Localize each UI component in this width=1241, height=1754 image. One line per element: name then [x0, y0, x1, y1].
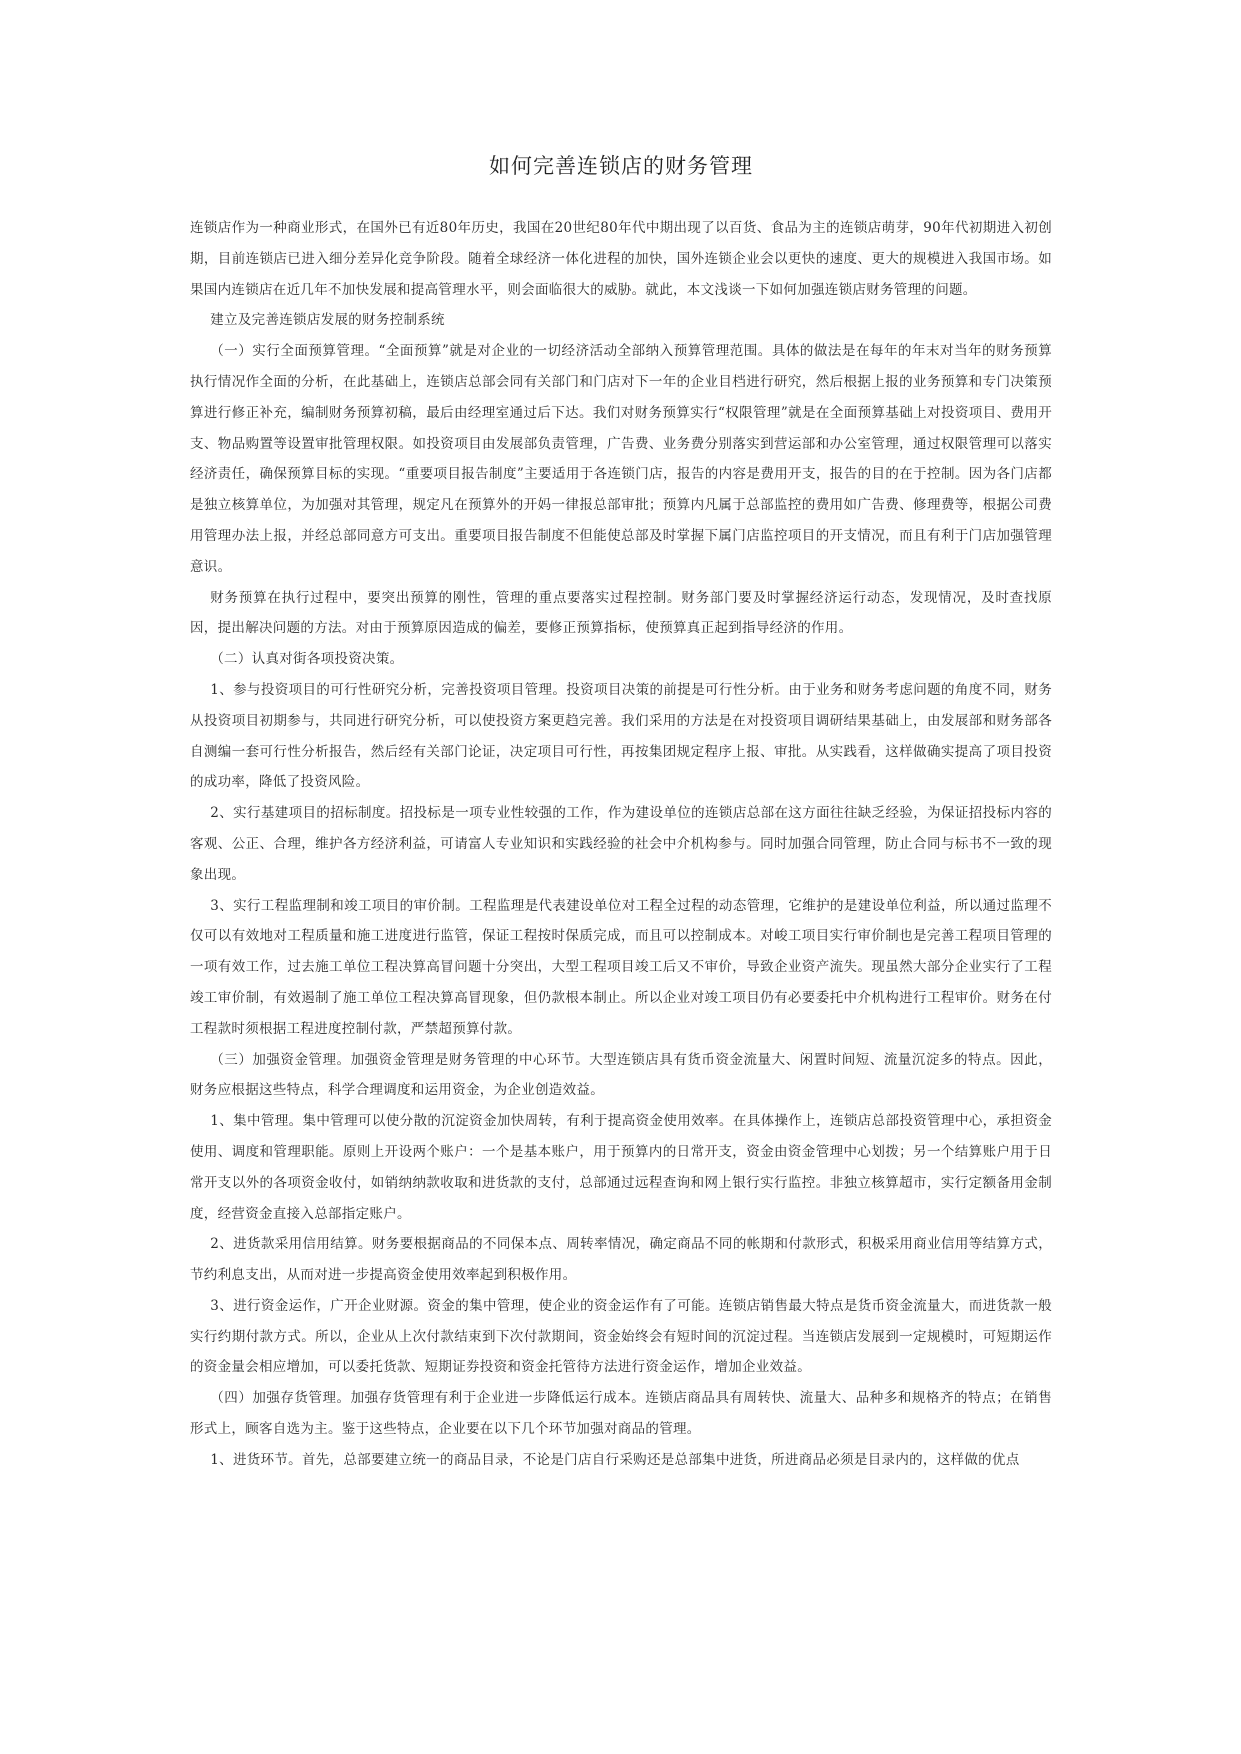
paragraph: 1、进货环节。首先，总部要建立统一的商品目录，不论是门店自行采购还是总部集中进货，所进商品必须是目录内的，这样做的优点	[210, 1451, 1020, 1468]
paragraph: （三）加强资金管理。加强资金管理是财务管理的中心环节。大型连锁店具有货币资金流量大、闲置时间短、流量沉淀多的特点。因此，财务应根据这些特点，科学合理调度和运用资金，为企业创造效益。	[190, 1051, 1052, 1099]
paragraph: 连锁店作为一种商业形式，在国外已有近80年历史，我国在20世纪80年代中期出现了以百货、食品为主的连锁店萌芽，90年代初期进入初创期，目前连锁店已进入细分差异化竞争阶段。随着全球经济一体化进程的加快，国外连锁企业会以更快的速度、更大的规模进入我国市场。如果国内连锁店在近几年不加快发展和提高管理水平，则会面临很大的威胁。就此，本文浅谈一下如何加强连锁店财务管理的问题。	[190, 220, 1052, 298]
paragraph: 3、实行工程监理制和竣工项目的审价制。工程监理是代表建设单位对工程全过程的动态管理，它维护的是建设单位利益，所以通过监理不仅可以有效地对工程质量和施工进度进行监管，保证工程按时保质完成，而且可以控制成本。对峻工项目实行审价制也是完善工程项目管理的一项有效工作，过去施工单位工程决算高冒问题十分突出，大型工程项目竣工后又不审价，导致企业资产流失。现虽然大部分企业实行了工程竣工审价制，有效遏制了施工单位工程决算高冒现象，但仍款根本制止。所以企业对竣工项目仍有必要委托中介机构进行工程审价。财务在付工程款时须根据工程进度控制付款，严禁超预算付款。	[190, 897, 1052, 1037]
document-page	[190, 150, 1052, 1476]
paragraph: 2、进货款采用信用结算。财务要根据商品的不同保本点、周转率情况，确定商品不同的帐期和付款形式，积极采用商业信用等结算方式，节约利息支出，从而对进一步提高资金使用效率起到积极作用。	[190, 1236, 1052, 1284]
paragraph: 1、参与投资项目的可行性研究分析，完善投资项目管理。投资项目决策的前提是可行性分析。由于业务和财务考虑问题的角度不同，财务从投资项目初期参与，共同进行研究分析，可以使投资方案更趋完善。我们采用的方法是在对投资项目调研结果基础上，由发展部和财务部各自测编一套可行性分析报告，然后经有关部门论证，决定项目可行性，再按集团规定程序上报、审批。从实践看，这样做确实提高了项目投资的成功率，降低了投资风险。	[190, 681, 1052, 791]
paragraph: 2、实行基建项目的招标制度。招投标是一项专业性较强的工作，作为建设单位的连锁店总部在这方面往往缺乏经验，为保证招投标内容的客观、公正、合理，维护各方经济利益，可请富人专业知识和实践经验的社会中介机构参与。同时加强合同管理，防止合同与标书不一致的现象出现。	[190, 805, 1052, 883]
paragraph: 建立及完善连锁店发展的财务控制系统	[210, 312, 445, 329]
paragraph: 1、集中管理。集中管理可以使分散的沉淀资金加快周转，有利于提高资金使用效率。在具体操作上，连锁店总部投资管理中心，承担资金使用、调度和管理职能。原则上开设两个账户：一个是基本账户，用于预算内的日常开支，资金由资金管理中心划拨；另一个结算账户用于日常开支以外的各项资金收付，如销纳纳款收取和进货款的支付，总部通过远程查询和网上银行实行监控。非独立核算超市，实行定额备用金制度，经营资金直接入总部指定账户。	[190, 1113, 1052, 1222]
paragraph: 3、进行资金运作，广开企业财源。资金的集中管理，使企业的资金运作有了可能。连锁店销售最大特点是货币资金流量大，而进货款一般实行约期付款方式。所以，企业从上次付款结束到下次付款期间，资金始终会有短时间的沉淀过程。当连锁店发展到一定规模时，可短期运作的资金量会相应增加，可以委托货款、短期证券投资和资金托管待方法进行资金运作，增加企业效益。	[190, 1297, 1052, 1376]
paragraph: （四）加强存货管理。加强存货管理有利于企业进一步降低运行成本。连锁店商品具有周转快、流量大、品种多和规格齐的特点；在销售形式上，顾客自选为主。鉴于这些特点，企业要在以下几个环节加强对商品的管理。	[190, 1390, 1052, 1438]
document-body	[190, 213, 1052, 1476]
paragraph: （一）实行全面预算管理。“全面预算”就是对企业的一切经济活动全部纳入预算管理范围。具体的做法是在每年的年末对当年的财务预算执行情况作全面的分析，在此基础上，连锁店总部会同有关部门和门店对下一年的企业目档进行研究，然后根据上报的业务预算和专门决策预算进行修正补充，编制财务预算初稿，最后由经理室通过后下达。我们对财务预算实行“权限管理”就是在全面预算基础上对投资项目、费用开支、物品购置等设置审批管理权限。如投资项目由发展部负责管理，广告费、业务费分别落实到营运部和办公室管理，通过权限管理可以落实经济责任，确保预算目标的实现。“重要项目报告制度”主要适用于各连锁门店，报告的内容是费用开支，报告的目的在于控制。因为各门店都是独立核算单位，为加强对其管理，规定凡在预算外的开妈一律报总部审批；预算内凡属于总部监控的费用如广告费、修理费等，根据公司费用管理办法上报，并经总部同意方可支出。重要项目报告制度不但能使总部及时掌握下属门店监控项目的开支情况，而且有利于门店加强管理意识。	[190, 343, 1052, 575]
paragraph: 财务预算在执行过程中，要突出预算的刚性，管理的重点要落实过程控制。财务部门要及时掌握经济运行动态，发现情况，及时查找原因，提出解决问题的方法。对由于预算原因造成的偏差，要修正预算指标，使预算真正起到指导经济的作用。	[190, 589, 1052, 637]
paragraph: （二）认真对街各项投资决策。	[210, 651, 404, 668]
document-title: 如何完善连锁店的财务管理	[489, 154, 753, 178]
